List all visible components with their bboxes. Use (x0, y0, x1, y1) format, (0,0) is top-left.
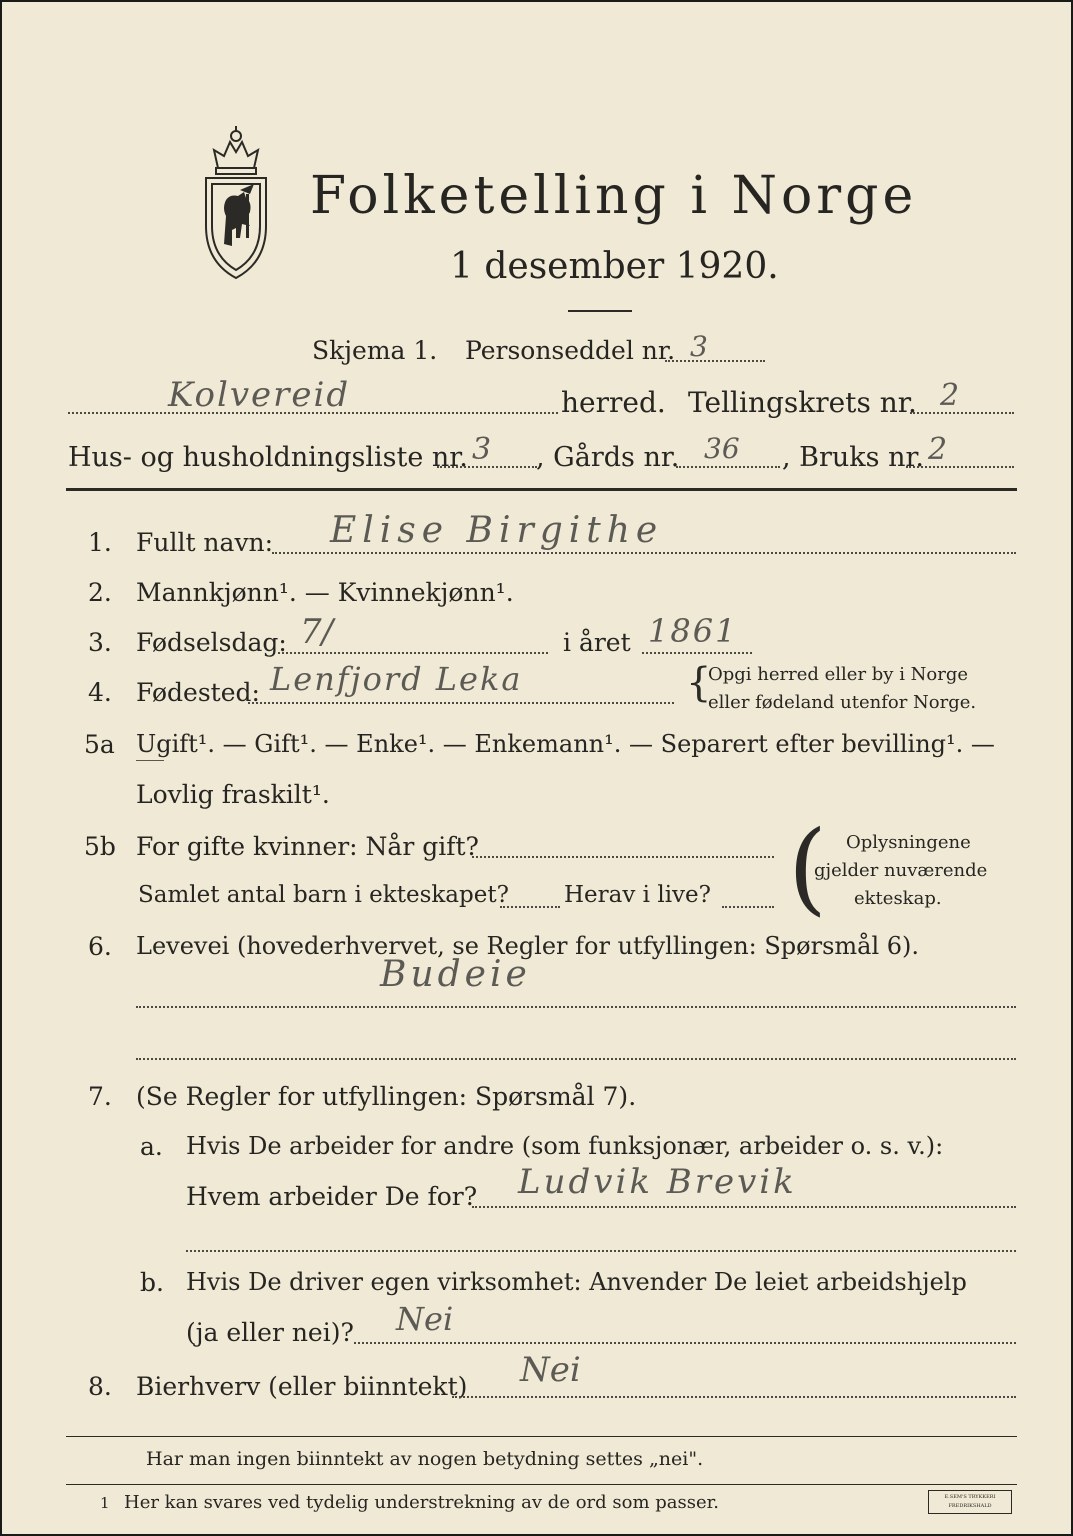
personseddel-value: 3 (690, 330, 708, 363)
q5b-label-1: For gifte kvinner: Når gift? (136, 832, 479, 861)
q7a-line (472, 1206, 1016, 1208)
gards-label: , Gårds nr. (536, 442, 680, 473)
q5b-children-line (500, 906, 560, 908)
husliste-value: 3 (472, 432, 492, 467)
q7b-label-2: (ja eller nei)? (186, 1318, 354, 1347)
q5b-note-3: ekteskap. (854, 888, 942, 909)
q8-line (452, 1396, 1016, 1398)
q8-number: 8. (88, 1372, 112, 1401)
footer-divider (66, 1436, 1017, 1437)
q5b-note-1: Oplysningene (846, 832, 971, 853)
herred-value: Kolvereid (168, 375, 351, 415)
q7b-value: Nei (396, 1300, 454, 1338)
q7a-label-1: Hvis De arbeider for andre (som funksjonær, arbeider o. s. v.): (186, 1132, 944, 1160)
q2-label: Mannkjønn¹. — Kvinnekjønn¹. (136, 578, 514, 607)
q7b-line (354, 1342, 1016, 1344)
header-divider (66, 488, 1017, 491)
bruks-value: 2 (928, 432, 948, 467)
q1-label: Fullt navn: (136, 528, 274, 557)
q7a-line-2 (186, 1250, 1016, 1252)
q2-number: 2. (88, 578, 112, 607)
q4-note-2: eller fødeland utenfor Norge. (708, 692, 977, 713)
bruks-line (906, 466, 1014, 468)
husliste-label: Hus- og husholdningsliste nr. (68, 442, 468, 473)
q5a-label-2: Lovlig fraskilt¹. (136, 780, 330, 809)
q4-value: Lenfjord Leka (270, 660, 523, 698)
q3-label: Fødselsdag: (136, 628, 287, 657)
footnote-divider (66, 1484, 1017, 1485)
q5b-herav-label: Herav i live? (564, 882, 711, 908)
personseddel-line (665, 360, 765, 362)
q1-line (272, 552, 1016, 554)
title-divider (568, 310, 632, 312)
q5b-note-2: gjelder nuværende (814, 860, 988, 881)
q7-number: 7. (88, 1082, 112, 1111)
q6-line-1 (136, 1006, 1016, 1008)
q4-note-1: Opgi herred eller by i Norge (708, 664, 969, 685)
q3-year-line (642, 652, 752, 654)
schema-label: Skjema 1. (312, 336, 438, 365)
q7b-letter: b. (140, 1268, 164, 1297)
q6-number: 6. (88, 932, 112, 961)
bruks-label: , Bruks nr. (782, 442, 925, 473)
tellingskrets-value: 2 (940, 378, 960, 413)
census-date: 1 desember 1920. (450, 246, 779, 287)
herred-label: herred. (561, 386, 666, 419)
tellingskrets-line (910, 412, 1014, 414)
q8-value: Nei (520, 1350, 581, 1390)
footer-note: Har man ingen biinntekt av nogen betydning settes „nei". (146, 1448, 704, 1470)
q3-number: 3. (88, 628, 112, 657)
q4-number: 4. (88, 678, 112, 707)
q5b-married-line (472, 856, 774, 858)
q5a-number: 5a (84, 730, 115, 759)
q5b-label-2: Samlet antal barn i ekteskapet? (138, 882, 509, 908)
q3-year-value: 1861 (648, 612, 738, 650)
q1-number: 1. (88, 528, 112, 557)
q6-line-2 (136, 1058, 1016, 1060)
q6-value: Budeie (380, 954, 531, 995)
q7-label: (Se Regler for utfyllingen: Spørsmål 7). (136, 1082, 637, 1111)
q3-day-line (278, 652, 548, 654)
q5a-label-1: Ugift¹. — Gift¹. — Enke¹. — Enkemann¹. — Separert efter bevilling¹. — (136, 730, 995, 758)
footnote-marker: 1 (100, 1494, 110, 1512)
q1-value: Elise Birgithe (330, 510, 664, 551)
q3-value: 7/ (300, 612, 334, 652)
coat-of-arms-icon (196, 124, 276, 284)
gards-line (676, 466, 780, 468)
q5b-alive-line (722, 906, 774, 908)
q7a-letter: a. (140, 1132, 163, 1161)
personseddel-label: Personseddel nr. (465, 336, 676, 365)
q4-label: Fødested: (136, 678, 260, 707)
q3-year-label: i året (563, 628, 631, 657)
q4-line (248, 702, 674, 704)
q5b-bracket: ( (788, 809, 828, 926)
q8-label: Bierhverv (eller biinntekt) (136, 1372, 468, 1401)
q7b-label-1: Hvis De driver egen virksomhet: Anvender De leiet arbeidshjelp (186, 1268, 967, 1296)
q6-label: Levevei (hovederhvervet, se Regler for utfyllingen: Spørsmål 6). (136, 932, 920, 960)
footnote-text: Her kan svares ved tydelig understrekning av de ord som passer. (124, 1492, 719, 1513)
q5a-underline (136, 760, 164, 761)
q7a-label-2: Hvem arbeider De for? (186, 1182, 478, 1211)
gards-value: 36 (704, 432, 740, 465)
q5b-number: 5b (84, 832, 116, 861)
printer-stamp: E.SEM'S TRYKKERI FREDRIKSHALD (928, 1490, 1012, 1514)
form-title: Folketelling i Norge (310, 166, 918, 226)
q4-brace: { (686, 660, 712, 706)
tellingskrets-label: Tellingskrets nr. (688, 386, 917, 419)
q7a-value: Ludvik Brevik (518, 1162, 797, 1202)
